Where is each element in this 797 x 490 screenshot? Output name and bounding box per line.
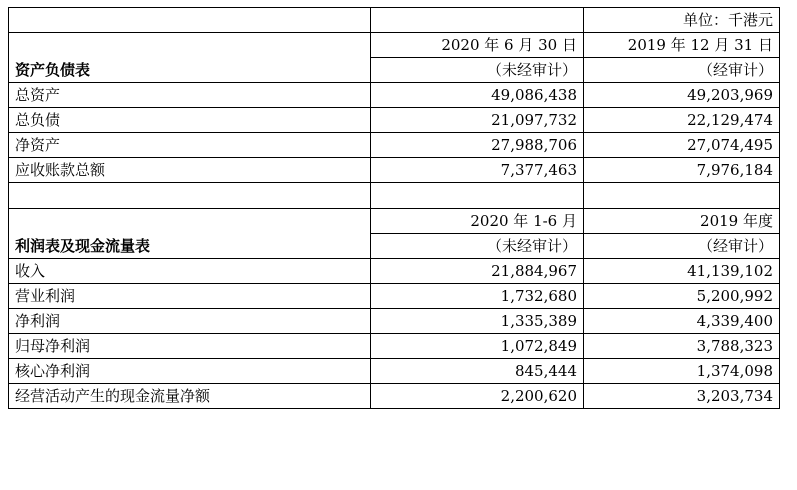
row-value-2: 27,074,495: [584, 133, 780, 158]
unit-label: 单位：千港元: [584, 8, 780, 33]
balance-sheet-title: 资产负债表: [9, 33, 371, 83]
row-value-2: 7,976,184: [584, 158, 780, 183]
row-value-1: 1,732,680: [371, 284, 584, 309]
bs-col2-date: 2019 年 12 月 31 日: [584, 33, 780, 58]
row-value-2: 3,203,734: [584, 384, 780, 409]
unit-row: [9, 8, 780, 33]
is-col2-period: 2019 年度: [584, 209, 780, 234]
row-value-2: 4,339,400: [584, 309, 780, 334]
bs-col1-note: （未经审计）: [371, 58, 584, 83]
row-label: 应收账款总额: [9, 158, 371, 183]
is-header-row-1: [9, 209, 780, 234]
financial-summary: [8, 7, 780, 409]
is-col2-note: （经审计）: [584, 234, 780, 259]
table-row: [9, 133, 780, 158]
row-value-1: 2,200,620: [371, 384, 584, 409]
table-row: [9, 83, 780, 108]
row-label: 核心净利润: [9, 359, 371, 384]
empty-cell: [371, 183, 584, 209]
row-value-1: 21,884,967: [371, 259, 584, 284]
row-label: 收入: [9, 259, 371, 284]
row-label: 营业利润: [9, 284, 371, 309]
financial-table: [8, 7, 780, 409]
row-label: 净利润: [9, 309, 371, 334]
row-value-1: 7,377,463: [371, 158, 584, 183]
is-col1-period: 2020 年 1-6 月: [371, 209, 584, 234]
empty-cell: [9, 8, 371, 33]
table-row: [9, 309, 780, 334]
table-row: [9, 158, 780, 183]
row-value-1: 1,335,389: [371, 309, 584, 334]
row-value-2: 41,139,102: [584, 259, 780, 284]
row-label: 总资产: [9, 83, 371, 108]
table-row: [9, 359, 780, 384]
row-label: 总负债: [9, 108, 371, 133]
row-value-1: 49,086,438: [371, 83, 584, 108]
empty-cell: [371, 8, 584, 33]
table-row: [9, 259, 780, 284]
spacer-row: [9, 183, 780, 209]
row-label: 归母净利润: [9, 334, 371, 359]
bs-col1-date: 2020 年 6 月 30 日: [371, 33, 584, 58]
row-value-2: 22,129,474: [584, 108, 780, 133]
row-value-1: 21,097,732: [371, 108, 584, 133]
row-value-2: 49,203,969: [584, 83, 780, 108]
row-value-1: 27,988,706: [371, 133, 584, 158]
empty-cell: [584, 183, 780, 209]
bs-col2-note: （经审计）: [584, 58, 780, 83]
table-row: [9, 384, 780, 409]
income-statement-title: 利润表及现金流量表: [9, 209, 371, 259]
table-row: [9, 108, 780, 133]
row-value-2: 3,788,323: [584, 334, 780, 359]
is-col1-note: （未经审计）: [371, 234, 584, 259]
row-value-2: 5,200,992: [584, 284, 780, 309]
row-value-1: 1,072,849: [371, 334, 584, 359]
table-row: [9, 284, 780, 309]
row-value-2: 1,374,098: [584, 359, 780, 384]
empty-cell: [9, 183, 371, 209]
row-value-1: 845,444: [371, 359, 584, 384]
table-row: [9, 334, 780, 359]
row-label: 经营活动产生的现金流量净额: [9, 384, 371, 409]
bs-header-row-1: [9, 33, 780, 58]
row-label: 净资产: [9, 133, 371, 158]
